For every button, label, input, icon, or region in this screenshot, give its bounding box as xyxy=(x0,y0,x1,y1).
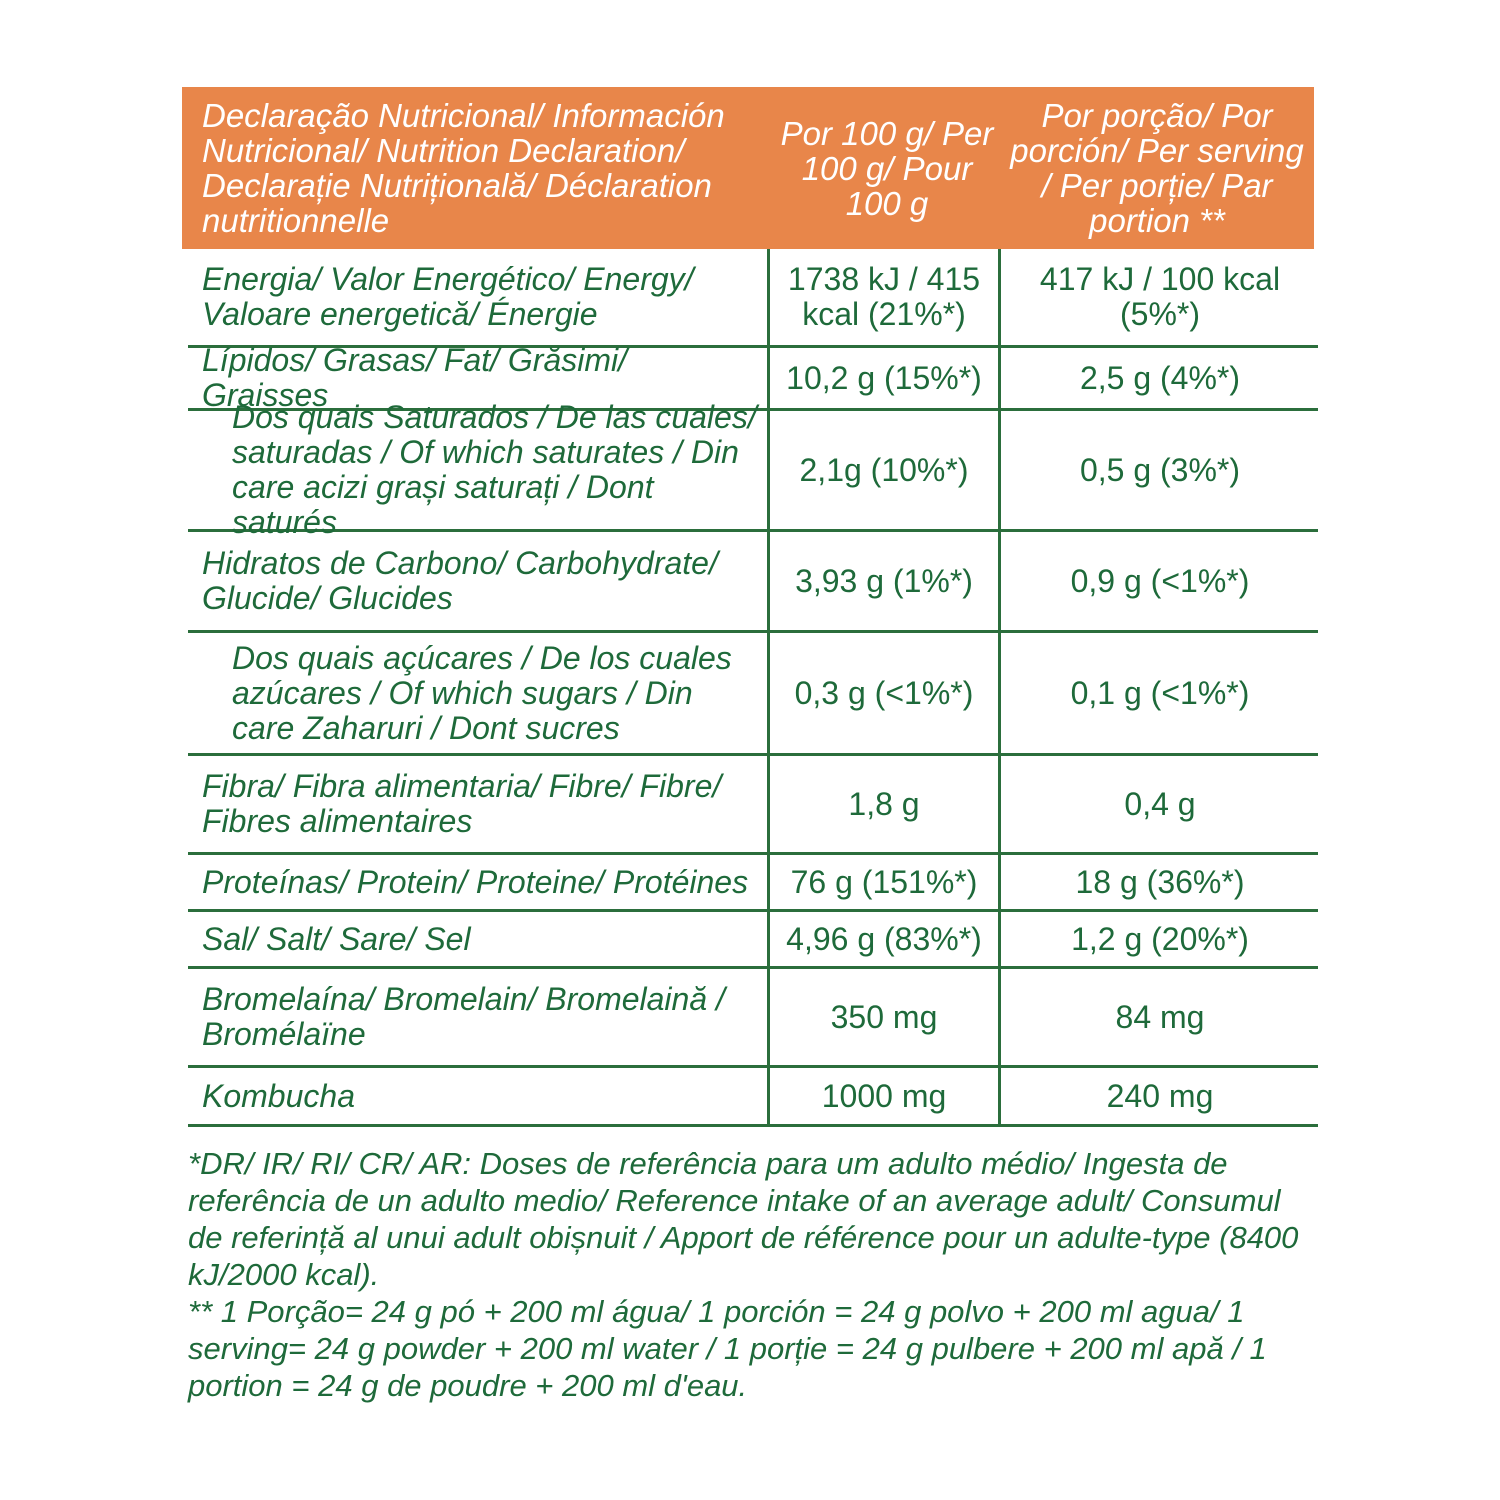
value-per-serving: 0,1 g (<1%*) xyxy=(1070,674,1250,711)
table-row xyxy=(188,399,1318,540)
value-per-100g: 3,93 g (1%*) xyxy=(795,562,973,599)
value-per-100g: 76 g (151%*) xyxy=(790,863,978,900)
value-per-serving: 0,5 g (3%*) xyxy=(1079,451,1241,488)
value-per-100g: 1738 kJ / 415 kcal (21%*) xyxy=(787,261,981,332)
value-per-100g: 4,96 g (83%*) xyxy=(786,920,982,957)
footnotes xyxy=(188,1145,1318,1404)
value-per-serving: 240 mg xyxy=(1106,1077,1214,1114)
table-row xyxy=(188,912,1318,969)
row-label: Energia/ Valor Energético/ Energy/ Valoare energetică/ Énergie xyxy=(202,261,694,332)
value-per-100g: 1000 mg xyxy=(821,1077,947,1114)
row-label: Sal/ Salt/ Sare/ Sel xyxy=(202,920,471,957)
value-per-serving: 18 g (36%*) xyxy=(1075,863,1245,900)
serving-note: ** 1 Porção= 24 g pó + 200 ml água/ 1 porción = 24 g polvo + 200 ml agua/ 1 serving= 24 g powder + 200 ml water / 1 porție = 24 g pulbere + 200 ml apă / 1 portion = 24 g de poudre + 200 ml d'eau. xyxy=(188,1294,1267,1403)
column-divider xyxy=(767,249,770,1125)
value-per-100g: 350 mg xyxy=(830,998,938,1035)
value-per-serving: 0,4 g xyxy=(1124,785,1196,822)
value-per-serving: 1,2 g (20%*) xyxy=(1071,920,1249,957)
row-label: Lípidos/ Grasas/ Fat/ Grăsimi/ Graisses xyxy=(202,342,628,413)
row-label: Dos quais açúcares / De los cuales azúcares / Of which sugars / Din care Zaharuri / Dont sucres xyxy=(232,639,732,746)
header-per-100g: Por 100 g/ Per 100 g/ Pour 100 g xyxy=(780,114,994,222)
table-row xyxy=(188,855,1318,912)
value-per-serving: 0,9 g (<1%*) xyxy=(1070,562,1250,599)
header-label: Declaração Nutricional/ Información Nutricional/ Nutrition Declaration/ Declarație Nutrițională/ Déclaration nutritionnelle xyxy=(202,97,725,239)
value-per-100g: 1,8 g xyxy=(848,785,920,822)
value-per-serving: 417 kJ / 100 kcal (5%*) xyxy=(1039,261,1281,332)
table-row xyxy=(188,1068,1318,1127)
column-divider xyxy=(998,249,1001,1125)
value-per-100g: 0,3 g (<1%*) xyxy=(794,674,974,711)
row-label: Fibra/ Fibra alimentaria/ Fibre/ Fibre/ Fibres alimentaires xyxy=(202,768,722,839)
table-row xyxy=(188,633,1318,756)
value-per-100g: 10,2 g (15%*) xyxy=(786,359,982,396)
row-label: Bromelaína/ Bromelain/ Bromelaină / Bromélaïne xyxy=(202,981,725,1052)
reference-intake-note: *DR/ IR/ RI/ CR/ AR: Doses de referência para um adulto médio/ Ingesta de referência de un adulto medio/ Reference intake of an average adult/ Consumul de referință al unui adult obișnuit / Apport de référence pour un adulte-type (8400 kJ/2000 kcal). xyxy=(188,1146,1299,1292)
row-label: Proteínas/ Protein/ Proteine/ Protéines xyxy=(202,863,749,900)
row-label: Hidratos de Carbono/ Carbohydrate/ Glucide/ Glucides xyxy=(202,545,718,616)
table-row xyxy=(188,532,1318,633)
value-per-100g: 2,1g (10%*) xyxy=(799,451,969,488)
table-row xyxy=(188,969,1318,1068)
header-per-serving: Por porção/ Por porción/ Per serving / Per porție/ Par portion ** xyxy=(1010,97,1304,239)
value-per-serving: 2,5 g (4%*) xyxy=(1079,359,1241,396)
row-label: Kombucha xyxy=(202,1077,355,1114)
table-row xyxy=(188,249,1318,348)
table-row xyxy=(188,756,1318,855)
value-per-serving: 84 mg xyxy=(1115,998,1205,1035)
table-header xyxy=(182,87,1314,249)
row-label: Dos quais Saturados / De las cuales/ saturadas / Of which saturates / Din care acizi grași saturați / Dont saturés xyxy=(232,399,757,540)
